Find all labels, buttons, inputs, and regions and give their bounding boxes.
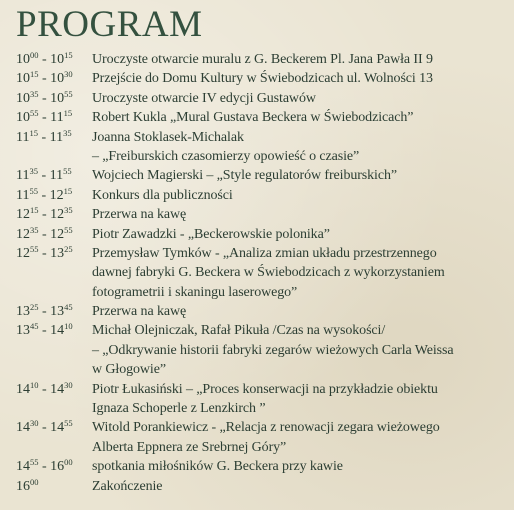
time-minutes: 55 bbox=[30, 108, 39, 119]
time-hour: 14 bbox=[16, 381, 30, 397]
time-minutes: 00 bbox=[30, 476, 39, 487]
time-minutes: 55 bbox=[30, 243, 39, 254]
time-minutes: 00 bbox=[64, 457, 73, 468]
program-row bbox=[0, 341, 514, 360]
time-minutes: 55 bbox=[63, 166, 72, 177]
time-hour: 11 bbox=[16, 129, 30, 145]
program-row bbox=[0, 438, 514, 457]
program-description: Uroczyste otwarcie muralu z G. Beckerem Pl. Jana Pawła II 9 bbox=[92, 52, 433, 67]
time-separator: - bbox=[38, 459, 51, 475]
time-separator: - bbox=[37, 187, 50, 203]
time-minutes: 15 bbox=[30, 205, 39, 216]
time-separator: - bbox=[38, 110, 51, 126]
program-row bbox=[0, 128, 514, 147]
time-hour: 10 bbox=[16, 71, 30, 87]
program-description: w Głogowie” bbox=[92, 362, 166, 378]
time-range bbox=[16, 418, 73, 437]
time-minutes: 35 bbox=[63, 127, 72, 138]
time-hour: 14 bbox=[50, 420, 65, 436]
time-hour: 12 bbox=[16, 207, 30, 223]
time-minutes: 45 bbox=[30, 321, 39, 332]
time-minutes: 15 bbox=[29, 127, 38, 138]
program-row bbox=[0, 225, 514, 244]
program-description: Uroczyste otwarcie IV edycji Gustawów bbox=[92, 90, 316, 106]
time-hour: 12 bbox=[50, 207, 65, 223]
program-description: Przejście do Domu Kultury w Świebodzicach ul. Wolności 13 bbox=[92, 71, 433, 87]
program-row bbox=[0, 147, 514, 166]
time-minutes: 55 bbox=[64, 88, 73, 99]
program-row bbox=[0, 205, 514, 224]
time-hour: 11 bbox=[16, 168, 30, 184]
time-separator: - bbox=[37, 168, 50, 184]
time-range bbox=[16, 108, 72, 127]
time-hour: 12 bbox=[16, 245, 30, 261]
time-hour: 13 bbox=[16, 323, 30, 339]
program-row bbox=[0, 302, 514, 321]
time-hour: 10 bbox=[16, 90, 30, 106]
time-hour: 12 bbox=[16, 226, 30, 242]
time-minutes: 15 bbox=[30, 69, 39, 80]
program-description: dawnej fabryki G. Beckera w Świebodzicach z wykorzystaniem bbox=[92, 265, 445, 281]
time-range bbox=[16, 50, 73, 69]
time-range bbox=[16, 302, 73, 321]
time-hour: 16 bbox=[50, 459, 65, 475]
time-hour: 10 bbox=[50, 90, 65, 106]
program-description: Piotr Zawadzki - „Beckerowskie polonika” bbox=[92, 226, 330, 242]
time-minutes: 00 bbox=[30, 50, 39, 60]
time-range bbox=[16, 225, 73, 244]
time-range bbox=[16, 477, 39, 496]
time-separator: - bbox=[38, 207, 51, 223]
time-minutes: 35 bbox=[30, 88, 39, 99]
program-description: Konkurs dla publiczności bbox=[92, 187, 233, 203]
time-hour: 14 bbox=[16, 420, 30, 436]
time-hour: 16 bbox=[16, 478, 30, 494]
time-separator: - bbox=[38, 420, 51, 436]
time-hour: 14 bbox=[16, 459, 30, 475]
time-minutes: 25 bbox=[64, 243, 73, 254]
program-description: Ignaza Schoperle z Lenzkirch ” bbox=[92, 401, 266, 417]
time-hour: 11 bbox=[16, 187, 30, 203]
time-hour: 12 bbox=[49, 187, 64, 203]
program-row bbox=[0, 50, 514, 69]
program-row bbox=[0, 321, 514, 340]
time-minutes: 25 bbox=[30, 302, 39, 313]
time-separator: - bbox=[38, 304, 51, 320]
time-minutes: 10 bbox=[30, 379, 39, 390]
time-hour: 13 bbox=[16, 304, 30, 320]
time-hour: 11 bbox=[49, 129, 64, 145]
time-hour: 12 bbox=[50, 226, 65, 242]
time-minutes: 10 bbox=[64, 321, 73, 332]
time-hour: 13 bbox=[50, 245, 65, 261]
time-minutes: 55 bbox=[64, 224, 73, 235]
time-minutes: 55 bbox=[29, 185, 38, 196]
program-description: Wojciech Magierski – „Style regulatorów freiburskich” bbox=[92, 168, 397, 184]
program-row bbox=[0, 244, 514, 263]
time-minutes: 30 bbox=[64, 69, 73, 80]
time-range bbox=[16, 89, 73, 108]
time-range bbox=[16, 166, 72, 185]
time-minutes: 55 bbox=[64, 418, 73, 429]
time-minutes: 35 bbox=[30, 224, 39, 235]
program-row bbox=[0, 457, 514, 476]
program-description: Joanna Stoklasek-Michalak bbox=[92, 129, 244, 145]
program-row bbox=[0, 166, 514, 185]
time-hour: 10 bbox=[50, 52, 65, 67]
program-description: Piotr Łukasiński – „Proces konserwacji na przykładzie obiektu bbox=[92, 381, 438, 397]
program-row bbox=[0, 108, 514, 127]
time-separator: - bbox=[37, 129, 50, 145]
time-range bbox=[16, 457, 73, 476]
time-range bbox=[16, 205, 73, 224]
time-separator: - bbox=[38, 71, 51, 87]
time-minutes: 30 bbox=[30, 418, 39, 429]
time-range bbox=[16, 321, 73, 340]
program-description: – „Odkrywanie historii fabryki zegarów wieżowych Carla Weissa bbox=[92, 342, 454, 358]
time-minutes: 45 bbox=[64, 302, 73, 313]
program-description: Przemysław Tymków - „Analiza zmian układu przestrzennego bbox=[92, 245, 437, 261]
time-hour: 11 bbox=[50, 110, 64, 126]
program-row bbox=[0, 186, 514, 205]
program-description: Zakończenie bbox=[92, 478, 163, 494]
program-description: Michał Olejniczak, Rafał Pikuła /Czas na wysokości/ bbox=[92, 323, 386, 339]
program-description: – „Freiburskich czasomierzy opowieść o czasie” bbox=[92, 148, 360, 164]
page-title: PROGRAM bbox=[16, 4, 203, 45]
time-minutes: 55 bbox=[30, 457, 39, 468]
program-description: Alberta Eppnera ze Srebrnej Góry” bbox=[92, 439, 287, 455]
program-description: Przerwa na kawę bbox=[92, 304, 187, 320]
time-hour: 10 bbox=[16, 110, 30, 126]
program-row bbox=[0, 418, 514, 437]
time-minutes: 15 bbox=[63, 185, 73, 196]
time-separator: - bbox=[38, 90, 51, 106]
time-minutes: 30 bbox=[64, 379, 73, 390]
program-row bbox=[0, 399, 514, 418]
program-row bbox=[0, 69, 514, 88]
time-range bbox=[16, 186, 72, 205]
program-description: fotogrametrii i skaningu laserowego” bbox=[92, 284, 298, 300]
time-minutes: 15 bbox=[63, 108, 73, 119]
program-description: Robert Kukla „Mural Gustava Beckera w Świebodzicach” bbox=[92, 110, 414, 126]
program-list bbox=[0, 50, 514, 496]
program-row bbox=[0, 89, 514, 108]
program-description: spotkania miłośników G. Beckera przy kawie bbox=[92, 459, 343, 475]
time-minutes: 35 bbox=[29, 166, 38, 177]
time-hour: 10 bbox=[16, 52, 30, 67]
time-range bbox=[16, 244, 73, 263]
time-range bbox=[16, 380, 73, 399]
time-minutes: 15 bbox=[64, 50, 73, 60]
time-separator: - bbox=[38, 226, 51, 242]
time-separator: - bbox=[38, 52, 51, 67]
program-row bbox=[0, 380, 514, 399]
program-row bbox=[0, 263, 514, 282]
program-row bbox=[0, 477, 514, 496]
program-row bbox=[0, 360, 514, 379]
time-hour: 14 bbox=[50, 381, 65, 397]
program-description: Przerwa na kawę bbox=[92, 207, 187, 223]
time-separator: - bbox=[38, 245, 51, 261]
time-range bbox=[16, 128, 72, 147]
time-minutes: 35 bbox=[64, 205, 73, 216]
time-hour: 13 bbox=[50, 304, 65, 320]
program-description: Witold Porankiewicz - „Relacja z renowacji zegara wieżowego bbox=[92, 420, 440, 436]
time-range bbox=[16, 69, 73, 88]
time-separator: - bbox=[38, 381, 51, 397]
program-row bbox=[0, 283, 514, 302]
time-hour: 10 bbox=[50, 71, 65, 87]
time-separator: - bbox=[38, 323, 51, 339]
time-hour: 11 bbox=[49, 168, 64, 184]
time-hour: 14 bbox=[50, 323, 65, 339]
